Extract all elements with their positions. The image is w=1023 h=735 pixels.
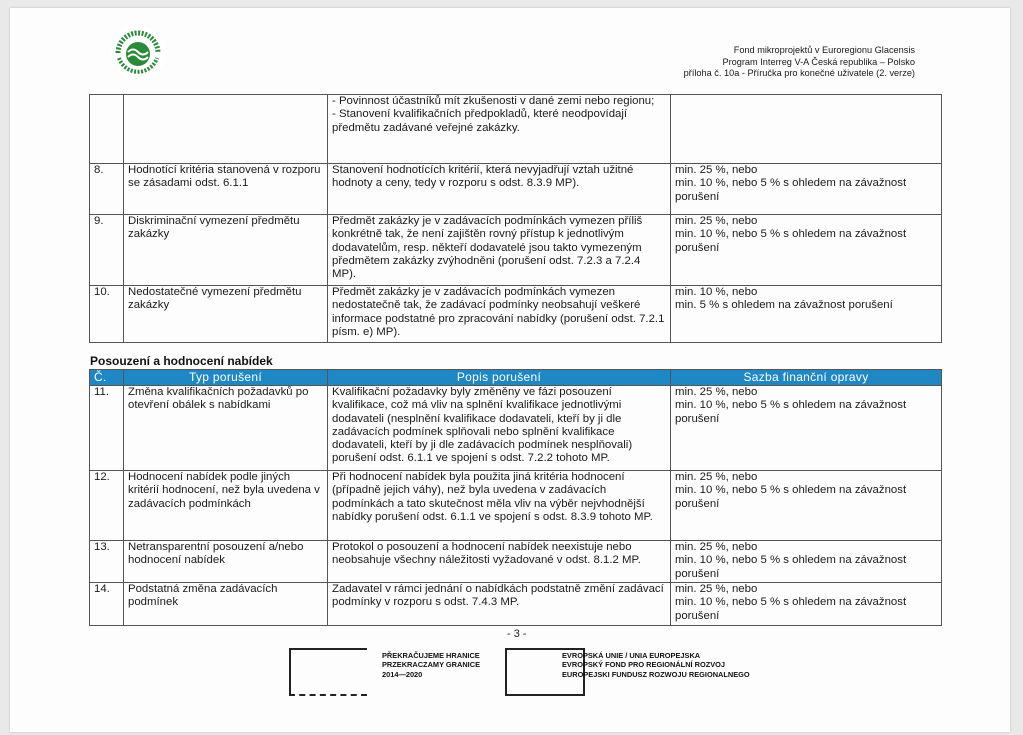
violation-type [124, 95, 328, 164]
document-header [684, 45, 915, 80]
column-header-number: Č. [90, 370, 124, 386]
violation-type: Hodnotící kritéria stanovená v rozporu se zásadami odst. 6.1.1 [124, 164, 328, 215]
row-number: 10. [90, 286, 124, 343]
correction-rate: min. 10 %, nebo min. 5 % s ohledem na závažnost porušení [671, 286, 942, 343]
eu-line: EVROPSKÁ UNIE / UNIA EUROPEJSKA [562, 651, 701, 660]
eu-line: EVROPSKÝ FOND PRO REGIONÁLNÍ ROZVOJ [562, 660, 726, 670]
correction-rate: min. 25 %, nebo min. 10 %, nebo 5 % s ohledem na závažnost porušení [671, 164, 942, 215]
header-line: příloha č. 10a - Příručka pro konečné uživatele (2. verze) [683, 68, 915, 78]
header-line: Fond mikroprojektů v Euroregionu Glacensis [733, 45, 915, 55]
row-number: 13. [90, 541, 124, 583]
table-row [90, 215, 942, 286]
slogan-line: PŘEKRAČUJEME HRANICE [382, 651, 480, 660]
column-header-description: Popis porušení [328, 370, 671, 386]
corrections-table-continued [89, 94, 942, 343]
violation-description: Zadavatel v rámci jednání o nabídkách podstatně změní zadávací podmínky v rozporu s odst. 7.4.3 MP. [328, 583, 671, 626]
correction-rate: min. 25 %, nebo min. 10 %, nebo 5 % s ohledem na závažnost porušení [671, 583, 942, 626]
violation-type: Podstatná změna zadávacích podmínek [124, 583, 328, 626]
row-number: 11. [90, 386, 124, 471]
correction-rate: min. 25 %, nebo min. 10 %, nebo 5 % s ohledem na závažnost porušení [671, 471, 942, 541]
column-header-type: Typ porušení [124, 370, 328, 386]
slogan-line: PRZEKRACZAMY GRANICE [382, 660, 480, 670]
table-row [90, 541, 942, 583]
page-number: - 3 - [507, 628, 527, 640]
row-number: 9. [90, 215, 124, 286]
row-number: 14. [90, 583, 124, 626]
violation-description: Předmět zakázky je v zadávacích podmínkách vymezen příliš konkrétně tak, že není zajištěn rovný přístup k jednotlivým dodavatelům, resp. někteří dodavatelé jsou takto vymezeným předmětem zakázky zvýhodněni (porušení odst. 7.2.3 a 7.2.4 MP). [328, 215, 671, 286]
correction-rate: min. 25 %, nebo min. 10 %, nebo 5 % s ohledem na závažnost porušení [671, 215, 942, 286]
table-row [90, 471, 942, 541]
table-row [90, 286, 942, 343]
violation-description: Při hodnocení nabídek byla použita jiná kritéria hodnocení (případně jejich váhy), než byla uvedena v zadávacích podmínkách a tato skutečnost měla vliv na výběr nejvhodnější nabídky porušení odst. 6.1.1 ve spojení s odst. 8.3.9 tohoto MP. [328, 471, 671, 541]
table-header-row [90, 370, 942, 386]
table-row [90, 95, 942, 164]
euroregion-glacensis-logo [110, 25, 166, 81]
correction-rate: min. 25 %, nebo min. 10 %, nebo 5 % s ohledem na závažnost porušení [671, 386, 942, 471]
row-number [90, 95, 124, 164]
violation-type: Netransparentní posouzení a/nebo hodnocení nabídek [124, 541, 328, 583]
violation-description: Předmět zakázky je v zadávacích podmínkách vymezen nedostatečně tak, že zadávací podmínky neobsahují veškeré informace podstatné pro zpracování nabídky (porušení odst. 7.2.1 písm. e) MP). [328, 286, 671, 343]
header-line: Program Interreg V-A Česká republika – Polsko [722, 56, 915, 67]
document-page [10, 8, 1010, 732]
correction-rate: min. 25 %, nebo min. 10 %, nebo 5 % s ohledem na závažnost porušení [671, 541, 942, 583]
violation-type: Diskriminační vymezení předmětu zakázky [124, 215, 328, 286]
eu-fund-text [562, 651, 750, 679]
row-number: 8. [90, 164, 124, 215]
slogan-line: 2014—2020 [382, 669, 423, 679]
violation-type: Nedostatečné vymezení předmětu zakázky [124, 286, 328, 343]
program-slogan [382, 651, 480, 679]
violation-description: Protokol o posouzení a hodnocení nabídek neexistuje nebo neobsahuje všechny náležitosti vyžadované v odst. 8.1.2 MP. [328, 541, 671, 583]
section-title: Posouzení a hodnocení nabídek [90, 354, 273, 368]
table-row [90, 583, 942, 626]
interreg-logo-frame [289, 648, 367, 696]
column-header-rate: Sazba finanční opravy [671, 370, 942, 386]
eu-line: EUROPEJSKI FUNDUSZ ROZWOJU REGIONALNEGO [562, 669, 750, 679]
table-row [90, 386, 942, 471]
violation-description: Stanovení hodnotících kritérií, která nevyjadřují vztah užitné hodnoty a ceny, tedy v rozporu s odst. 8.3.9 MP). [328, 164, 671, 215]
violation-type: Změna kvalifikačních požadavků po otevření obálek s nabídkami [124, 386, 328, 471]
violation-type: Hodnocení nabídek podle jiných kritérií hodnocení, než byla uvedena v zadávacích podmínkách [124, 471, 328, 541]
violation-description: - Povinnost účastníků mít zkušenosti v dané zemi nebo regionu; - Stanovení kvalifikačních předpokladů, které neodpovídají předmětu zadávané veřejné zakázky. [328, 95, 671, 164]
row-number: 12. [90, 471, 124, 541]
table-row [90, 164, 942, 215]
bid-evaluation-table [89, 369, 942, 626]
violation-description: Kvalifikační požadavky byly změněny ve fázi posouzení kvalifikace, což má vliv na splnění kvalifikace jednotlivými dodavateli (nesplnění kvalifikace dodavateli, kteří by ji dle zadávacích podmínek splňovali nebo splnění kvalifikace dodavateli, kteří by ji dle zadávacích podmínek nesplňovali) porušení odst. 6.1.1 ve spojení s odst. 7.2.2 tohoto MP. [328, 386, 671, 471]
correction-rate [671, 95, 942, 164]
